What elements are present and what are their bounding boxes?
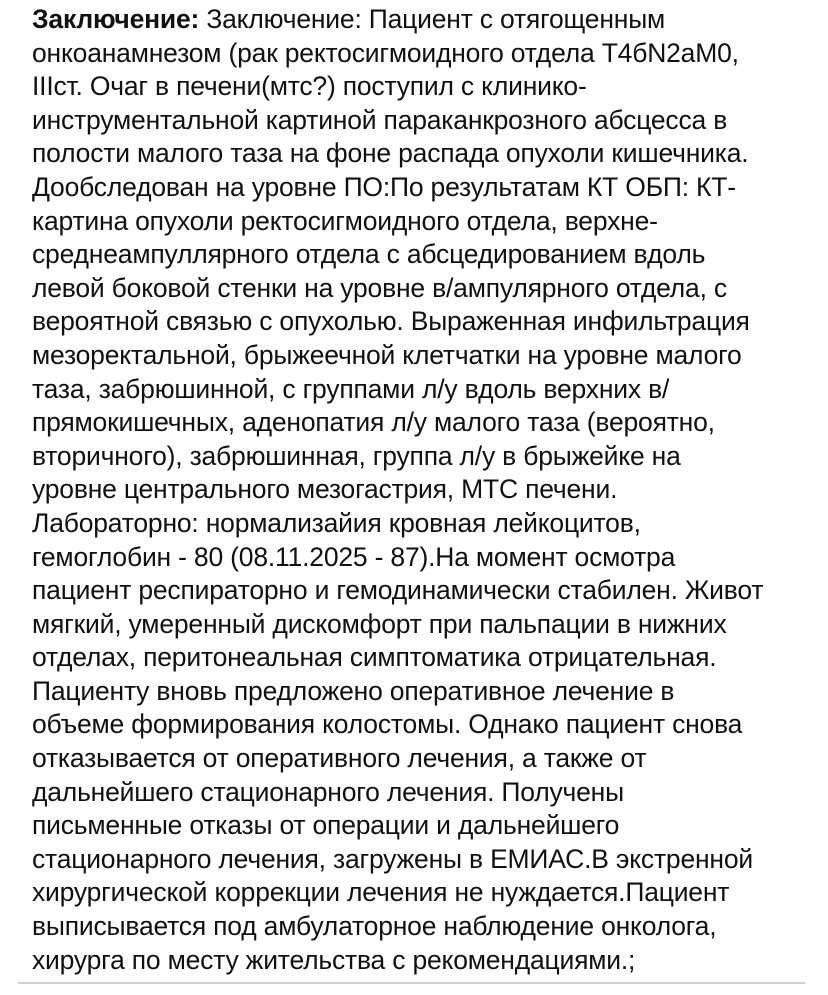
conclusion-line: вероятной связью с опухолью. Выраженная инфильтрация [32,306,750,337]
conclusion-line: отделах, перитонеальная симптоматика отрицательная. [32,642,717,673]
conclusion-line: отказывается от оперативного лечения, а также от [32,743,647,774]
conclusion-line: выписывается под амбулаторное наблюдение онколога, [32,911,717,942]
conclusion-text: Заключение: Пациент с отягощенным [199,4,666,34]
conclusion-line: картина опухоли ректосигмоидного отдела, верхне- [32,205,658,236]
conclusion-line: прямокишечных, аденопатия л/у малого таза (вероятно, [32,407,715,438]
conclusion-line: Пациенту вновь предложено оперативное лечение в [32,675,675,706]
conclusion-line: письменные отказы от операции и дальнейшего [32,810,620,841]
conclusion-line: среднеампуллярного отдела с абсцедированием вдоль [32,239,706,270]
conclusion-block [32,3,822,977]
conclusion-line: уровне центрального мезогастрия, МТС печени. [32,474,618,505]
conclusion-line: инструментальной картиной параканкрозного абсцесса в [32,104,728,135]
divider [18,982,805,984]
conclusion-line: таза, забрюшинной, с группами л/у вдоль верхних в/ [32,373,670,404]
conclusion-line: IIIст. Очаг в печени(мтс?) поступил с клинико- [32,71,587,102]
conclusion-line: пациент респираторно и гемодинамически стабилен. Живот [32,575,764,606]
conclusion-line: вторичного), забрюшинная, группа л/у в брыжейке на [32,440,681,471]
conclusion-line: онкоанамнезом (рак ректосигмоидного отдела Т4бN2aM0, [32,37,739,68]
conclusion-line: мезоректальной, брыжеечной клетчатки на уровне малого [32,339,742,370]
conclusion-line: дальнейшего стационарного лечения. Получены [32,776,624,807]
conclusion-line: хирурга по месту жительства с рекомендациями.; [32,944,636,975]
conclusion-line: объеме формирования колостомы. Однако пациент снова [32,709,743,740]
conclusion-line: Дообследован на уровне ПО:По результатам КТ ОБП: КТ- [32,171,736,202]
conclusion-line [32,3,822,37]
conclusion-line: полости малого таза на фоне распада опухоли кишечника. [32,138,749,169]
conclusion-line: хирургической коррекции лечения не нуждается.Пациент [32,877,730,908]
conclusion-line: стационарного лечения, загружены в ЕМИАС.В экстренной [32,843,753,874]
conclusion-label: Заключение: [32,4,200,34]
conclusion-line: Лабораторно: нормализайия кровная лейкоцитов, [32,507,641,538]
conclusion-line: гемоглобин - 80 (08.11.2025 - 87).На момент осмотра [32,541,676,572]
conclusion-line: левой боковой стенки на уровне в/ампулярного отдела, с [32,272,727,303]
conclusion-line: мягкий, умеренный дискомфорт при пальпации в нижних [32,608,727,639]
